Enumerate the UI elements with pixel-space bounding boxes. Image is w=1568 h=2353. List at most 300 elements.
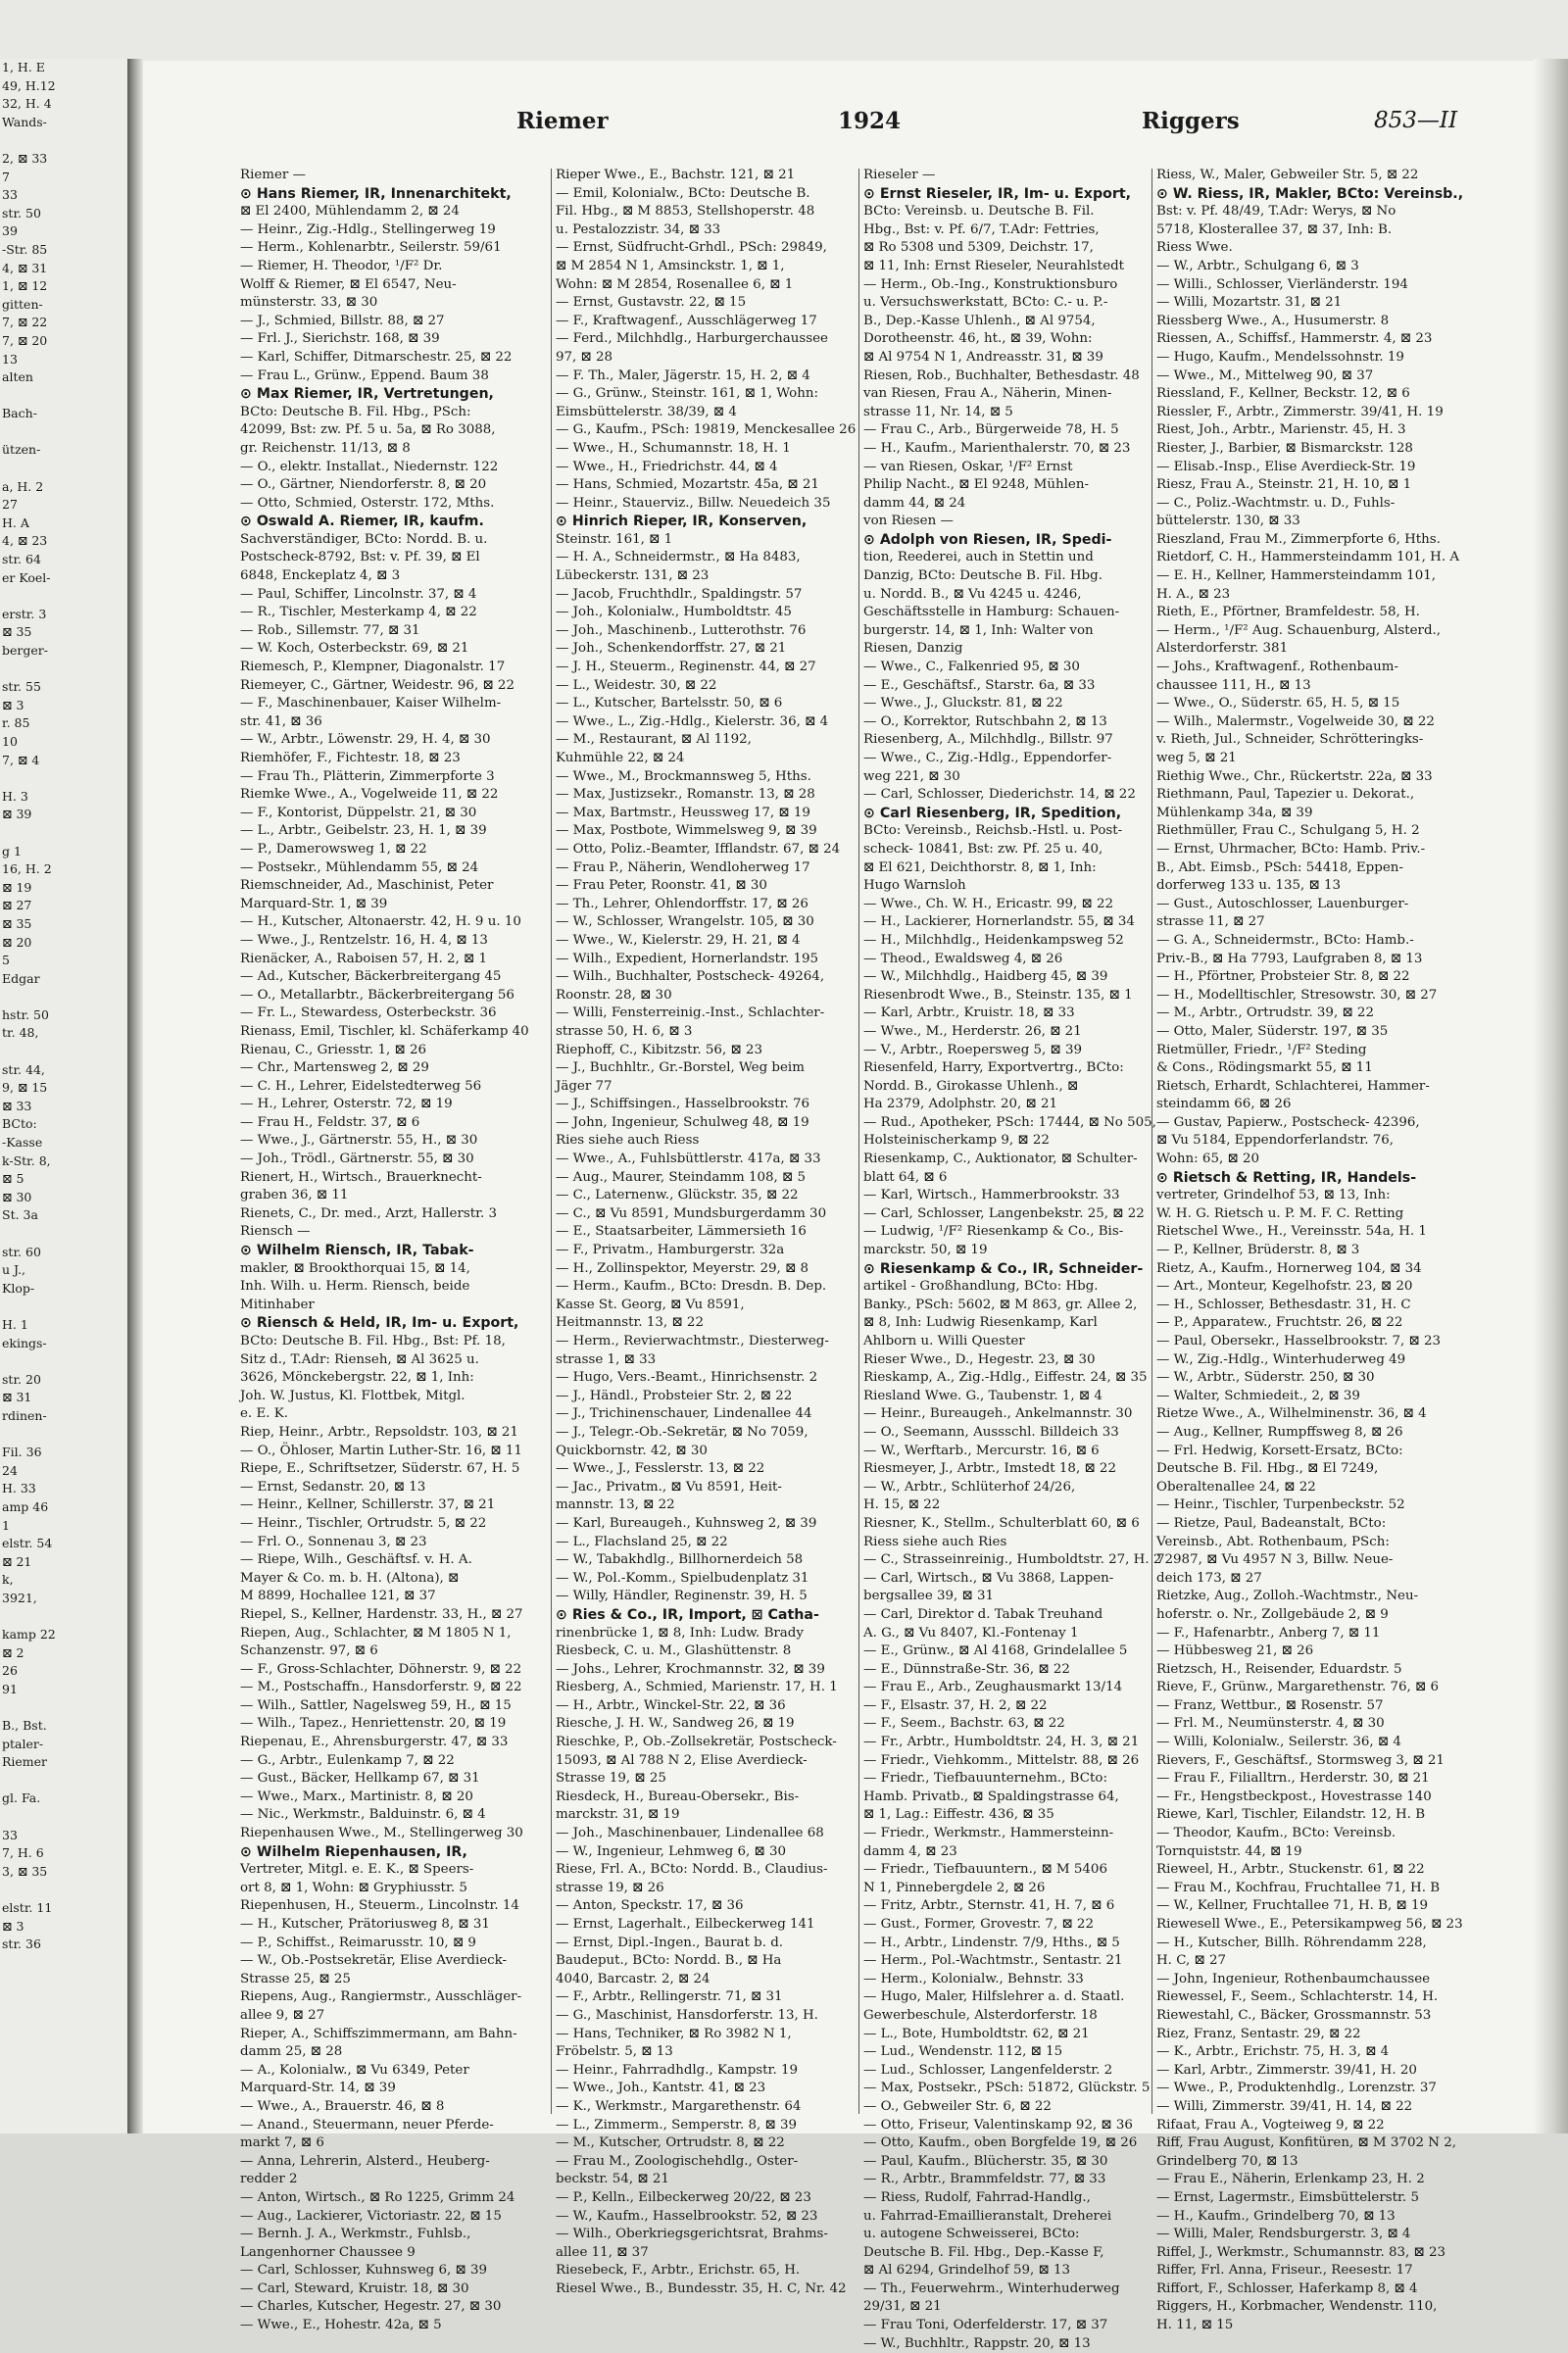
directory-entry-line: — Herm., Kolonialw., Behnstr. 33 [863,1971,1084,1986]
directory-entry-line: Riemschneider, Ad., Maschinist, Peter [240,878,494,894]
strip-line [0,423,127,442]
directory-entry-line: — Wilh., Oberkriegsgerichtsrat, Brahms- [556,2227,828,2242]
directory-entry-line: Rietzsch, H., Reisender, Eduardstr. 5 [1156,1661,1402,1677]
directory-entry-line: Riep, Heinr., Arbtr., Repsoldstr. 103, ⊠ 21 [240,1424,518,1440]
directory-entry-line: van Riesen, Frau A., Näherin, Minen- [863,386,1112,402]
strip-line: rdinen- [2,1407,47,1423]
directory-entry-line: — H., Kutscher, Altonaerstr. 42, H. 9 u. 10 [240,914,521,930]
directory-entry-line: 5718, Klosterallee 37, ⊠ 37, Inh: B. [1156,221,1393,237]
column-3 [863,167,1172,2351]
directory-entry-line: — J., Trichinenschauer, Lindenallee 44 [556,1406,812,1422]
directory-entry-line: Bst: v. Pf. 48/49, T.Adr: Werys, ⊠ No [1156,204,1396,220]
strip-line [0,1043,127,1061]
page-edge-shadow [1534,59,1568,2133]
directory-entry-line: Holsteinischerkamp 9, ⊠ 22 [863,1133,1050,1149]
directory-entry-line: — Hugo, Vers.-Beamt., Hinrichsenstr. 2 [556,1370,818,1386]
directory-entry-line: Steinstr. 161, ⊠ 1 [556,531,673,547]
directory-entry-line: — L., Arbtr., Geibelstr. 23, H. 1, ⊠ 39 [240,823,487,839]
directory-entry-line: Philip Nacht., ⊠ El 9248, Mühlen- [863,477,1089,493]
directory-entry-line: B., Abt. Eimsb., PSch: 54418, Eppen- [1156,859,1403,875]
directory-entry-line: — G., Kaufm., PSch: 19819, Menckesallee 26 [556,422,857,438]
directory-entry-line: — Heinr., Fahrradhdlg., Kampstr. 19 [556,2062,799,2078]
strip-line: gitten- [2,296,43,312]
directory-entry-line: — E. H., Kellner, Hammersteindamm 101, [1156,568,1436,584]
directory-entry-line: ⊙ Wilhelm Riensch, IR, Tabak- [240,1243,474,1259]
directory-entry-line: Riensch — [240,1224,311,1240]
directory-entry-line: Riess, W., Maler, Gebweiler Str. 5, ⊠ 22 [1156,168,1419,182]
directory-entry-line: Marquard-Str. 14, ⊠ 39 [240,2081,396,2096]
directory-entry-line: Hamb. Privatb., ⊠ Spaldingstrasse 64, [863,1789,1119,1804]
directory-entry-line: Riepenhausen Wwe., M., Stellingerweg 30 [240,1826,523,1841]
directory-entry-line: Riesner, K., Stellm., Schulterblatt 60, ⊠ 6 [863,1515,1140,1531]
directory-entry-line: — Johs., Lehrer, Krochmannstr. 32, ⊠ 39 [556,1661,825,1677]
directory-entry-line: Riessler, F., Arbtr., Zimmerstr. 39/41, H. 19 [1156,404,1444,419]
directory-entry-line: — Karl, Schiffer, Ditmarschestr. 25, ⊠ 22 [240,349,513,365]
directory-entry-line: Riephoff, C., Kibitzstr. 56, ⊠ 23 [556,1042,762,1057]
strip-line: 24 [2,1462,18,1478]
directory-entry-line: u. autogene Schweisserei, BCto: [863,2227,1080,2242]
directory-entry-line: — van Riesen, Oskar, ¹/F² Ernst [863,459,1073,474]
directory-entry-line: Riessland, F., Kellner, Beckstr. 12, ⊠ 6 [1156,386,1410,402]
directory-entry-line: — Ludwig, ¹/F² Riesenkamp & Co., Bis- [863,1224,1124,1240]
directory-entry-line: — Theod., Ewaldsweg 4, ⊠ 26 [863,951,1063,966]
directory-entry-line: Nordd. B., Girokasse Uhlenh., ⊠ [863,1078,1079,1094]
directory-entry-line: — F., Hafenarbtr., Anberg 7, ⊠ 11 [1156,1625,1381,1641]
directory-entry-line: — J., Telegr.-Ob.-Sekretär, ⊠ No 7059, [556,1424,808,1440]
directory-entry-line: Rietze Wwe., A., Wilhelminenstr. 36, ⊠ 4 [1156,1406,1427,1422]
directory-entry-line: — Frl. O., Sonnenau 3, ⊠ 23 [240,1534,427,1549]
directory-entry-line: — H., Milchhdlg., Heidenkampsweg 52 [863,932,1124,948]
directory-entry-line: 97, ⊠ 28 [556,349,613,365]
directory-entry-line: — Fr. L., Stewardess, Osterbeckstr. 36 [240,1005,497,1021]
directory-entry-line: — Wwe., E., Hohestr. 42a, ⊠ 5 [240,2318,442,2333]
directory-entry-line: — Wilh., Sattler, Nagelsweg 59, H., ⊠ 15 [240,1697,512,1713]
directory-entry-line: marckstr. 31, ⊠ 19 [556,1807,680,1823]
directory-entry-line: — K., Arbtr., Erichstr. 75, H. 3, ⊠ 4 [1156,2044,1390,2060]
directory-entry-line: — Frau Peter, Roonstr. 41, ⊠ 30 [556,878,767,894]
directory-entry-line: — Wwe., J., Gärtnerstr. 55, H., ⊠ 30 [240,1133,478,1149]
strip-line: 3921, [2,1590,37,1605]
directory-entry-line: — Emil, Kolonialw., BCto: Deutsche B. [556,185,810,201]
strip-line: 10 [2,733,18,749]
directory-entry-line: BCto: Deutsche B. Fil. Hbg., Bst: Pf. 18, [240,1334,506,1348]
strip-line: Wands- [2,114,47,129]
strip-line: ptaler- [2,1736,44,1751]
strip-line: str. 44, [2,1061,45,1077]
directory-entry-line: — O., elektr. Installat., Niedernstr. 122 [240,459,499,474]
directory-entry-line: Riepenhusen, H., Steuerm., Lincolnstr. 14 [240,1898,519,1914]
strip-line: ⊠ 19 [2,879,32,895]
directory-entry-line: — M., Restaurant, ⊠ Al 1192, [556,732,752,748]
directory-entry-line: — P., Apparatew., Fruchtstr. 26, ⊠ 22 [1156,1315,1403,1331]
directory-entry-line: Danzig, BCto: Deutsche B. Fil. Hbg. [863,568,1102,584]
directory-entry-line: Riethig Wwe., Chr., Rückertstr. 22a, ⊠ 33 [1156,768,1433,784]
directory-entry-line: — Jac., Privatm., ⊠ Vu 8591, Heit- [556,1479,782,1495]
strip-line: ützen- [2,442,41,458]
directory-entry-line: Ries siehe auch Riess [556,1133,700,1149]
directory-entry-line: Rietschel Wwe., H., Vereinsstr. 54a, H. 1 [1156,1224,1427,1240]
directory-entry-line: H. A., ⊠ 23 [1156,586,1231,602]
strip-line: 3, ⊠ 35 [2,1863,48,1879]
directory-entry-line: strasse 1, ⊠ 33 [556,1351,657,1367]
directory-entry-line: — H., Kutscher, Billh. Röhrendamm 228, [1156,1935,1427,1950]
directory-entry-line: — W., Pol.-Komm., Spielbudenplatz 31 [556,1570,809,1586]
directory-entry-line: — Fritz, Arbtr., Sternstr. 41, H. 7, ⊠ 6 [863,1898,1115,1914]
strip-line: str. 64 [2,552,41,567]
directory-entry-line: — H., Zollinspektor, Meyerstr. 29, ⊠ 8 [556,1260,809,1276]
strip-line [0,661,127,679]
directory-entry-line: — Herm., Ob.-Ing., Konstruktionsburo [863,276,1118,292]
directory-entry-line: — O., Gärtner, Niendorferstr. 8, ⊠ 20 [240,477,487,493]
directory-entry-line: — W., Arbtr., Süderstr. 250, ⊠ 30 [1156,1370,1375,1386]
directory-entry-line: Mitinhaber [240,1297,315,1312]
column-1 [240,167,549,2333]
directory-entry-line: — C., Poliz.-Wachtmstr. u. D., Fuhls- [1156,495,1396,511]
directory-entry-line: — M., Arbtr., Ortrudstr. 39, ⊠ 22 [1156,1005,1374,1021]
directory-entry-line: — E., Dünnstraße-Str. 36, ⊠ 22 [863,1661,1070,1677]
directory-entry-line: str. 41, ⊠ 36 [240,713,322,729]
directory-entry-line: ⊙ Oswald A. Riemer, IR, kaufm. [240,514,484,530]
directory-entry-line: chaussee 111, H., ⊠ 13 [1156,677,1311,693]
directory-entry-line: — John, Ingenieur, Rothenbaumchaussee [1156,1971,1431,1986]
directory-entry-line: — Anton, Wirtsch., ⊠ Ro 1225, Grimm 24 [240,2189,515,2205]
strip-line: k, [2,1572,14,1588]
directory-entry-line: blatt 64, ⊠ 6 [863,1169,948,1185]
directory-entry-line: — Frau M., Zoologischehdlg., Oster- [556,2153,799,2169]
strip-line: kamp 22 [2,1627,56,1642]
directory-entry-line: ⊙ Hans Riemer, IR, Innenarchitekt, [240,185,512,202]
directory-entry-line: — W., Buchhltr., Rappstr. 20, ⊠ 13 [863,2335,1091,2351]
directory-entry-line: ⊙ Ries & Co., IR, Import, ⊠ Catha- [556,1606,819,1623]
directory-entry-line: 6848, Enckeplatz 4, ⊠ 3 [240,568,401,584]
directory-entry-line: — Wilh., Tapez., Henriettenstr. 20, ⊠ 19 [240,1716,507,1732]
directory-entry-line: ⊙ W. Riess, IR, Makler, BCto: Vereinsb., [1156,185,1464,202]
strip-line: gl. Fa. [2,1790,41,1806]
directory-entry-line: — Frau F., Filialltrn., Herderstr. 30, ⊠ 21 [1156,1771,1430,1787]
directory-entry-line: ⊠ Al 9754 N 1, Andreasstr. 31, ⊠ 39 [863,349,1103,365]
directory-entry-line: markt 7, ⊠ 6 [240,2135,324,2151]
directory-entry-line: — F. Th., Maler, Jägerstr. 15, H. 2, ⊠ 4 [556,368,810,383]
column-rule [551,169,552,2114]
directory-entry-line: — Wwe., J., Fesslerstr. 13, ⊠ 22 [556,1461,765,1477]
directory-entry-line: — Wwe., W., Kielerstr. 29, H. 21, ⊠ 4 [556,932,801,948]
strip-line: ⊠ 35 [2,915,32,931]
strip-line: er Koel- [2,569,51,585]
directory-entry-line: — V., Arbtr., Roepersweg 5, ⊠ 39 [863,1042,1083,1057]
directory-entry-line: Vereinsb., Abt. Rothenbaum, PSch: [1156,1534,1390,1549]
directory-entry-line: — Max, Bartmstr., Heussweg 17, ⊠ 19 [556,805,810,820]
previous-page-strip [0,59,127,2133]
directory-entry-line: — Walter, Schmiedeit., 2, ⊠ 39 [1156,1388,1360,1403]
directory-entry-line: — Riemer, H. Theodor, ¹/F² Dr. [240,258,443,273]
strip-line [0,1808,127,1827]
strip-line: H. A [2,515,29,530]
directory-entry-line: Riese, Frl. A., BCto: Nordd. B., Claudius- [556,1862,828,1878]
strip-line: ⊠ 27 [2,898,32,913]
directory-entry-line: Vertreter, Mitgl. e. E. K., ⊠ Speers- [240,1862,474,1878]
directory-entry-line: strasse 11, Nr. 14, ⊠ 5 [863,404,1013,419]
directory-entry-line: — Gust., Former, Grovestr. 7, ⊠ 22 [863,1917,1094,1932]
directory-entry-line: graben 36, ⊠ 11 [240,1188,349,1203]
directory-entry-line: — Fr., Arbtr., Humboldtstr. 24, H. 3, ⊠ 21 [863,1735,1140,1750]
directory-entry-line: Riewestahl, C., Bäcker, Grossmannstr. 53 [1156,2007,1432,2023]
directory-entry-line: — Heinr., Bureaugeh., Ankelmannstr. 30 [863,1406,1133,1422]
directory-entry-line: — Heinr., Kellner, Schillerstr. 37, ⊠ 21 [240,1497,496,1513]
directory-entry-line: — P., Kellner, Brüderstr. 8, ⊠ 3 [1156,1243,1360,1258]
directory-entry-line: Riessen, A., Schiffsf., Hammerstr. 4, ⊠ 23 [1156,331,1433,347]
directory-entry-line: — L., Weidestr. 30, ⊠ 22 [556,677,717,693]
directory-entry-line: ⊙ Ernst Rieseler, IR, Im- u. Export, [863,185,1132,202]
directory-entry-line: — Wwe., A., Brauerstr. 46, ⊠ 8 [240,2098,445,2114]
directory-entry-line: — Johs., Kraftwagenf., Rothenbaum- [1156,660,1398,675]
directory-entry-line: Hbg., Bst: v. Pf. 6/7, T.Adr: Fettries, [863,221,1100,237]
directory-entry-line: — Wwe., H., Friedrichstr. 44, ⊠ 4 [556,459,778,474]
directory-entry-line: — Wwe., M., Mittelweg 90, ⊠ 37 [1156,368,1374,383]
directory-entry-line: — Lud., Schlosser, Langenfelderstr. 2 [863,2062,1113,2078]
directory-entry-line: — Franz, Wettbur., ⊠ Rosenstr. 57 [1156,1697,1384,1713]
directory-entry-line: ⊙ Riensch & Held, IR, Im- u. Export, [240,1315,519,1332]
directory-entry-line: — Otto, Poliz.-Beamter, Ifflandstr. 67, ⊠ 24 [556,841,841,857]
directory-entry-line: Riethmüller, Frau C., Schulgang 5, H. 2 [1156,823,1420,839]
strip-line: str. 36 [2,1936,41,1952]
directory-entry-line: — H., Schlosser, Bethesdastr. 31, H. C [1156,1297,1411,1312]
strip-line [0,1426,127,1445]
strip-line: BCto: [2,1116,37,1132]
strip-line: ⊠ 3 [2,1918,24,1934]
directory-entry-line: — Hugo, Kaufm., Mendelssohnstr. 19 [1156,349,1404,365]
strip-line: 49, H.12 [2,77,56,93]
directory-entry-line: — Wwe., L., Zig.-Hdlg., Kielerstr. 36, ⊠ 4 [556,713,829,729]
directory-entry-line: — L., Kutscher, Bartelsstr. 50, ⊠ 6 [556,696,783,711]
directory-entry-line: Marquard-Str. 1, ⊠ 39 [240,896,388,911]
directory-entry-line: — Karl, Arbtr., Kruistr. 18, ⊠ 33 [863,1005,1075,1021]
directory-entry-line: 42099, Bst: zw. Pf. 5 u. 5a, ⊠ Ro 3088, [240,422,496,438]
directory-entry-line: ⊙ Carl Riesenberg, IR, Spedition, [863,805,1122,821]
directory-entry-line: — J., Buchhltr., Gr.-Borstel, Weg beim [556,1060,805,1076]
directory-entry-line: Riffel, J., Werkmstr., Schumannstr. 83, ⊠ 23 [1156,2244,1446,2260]
strip-line: H. 33 [2,1481,36,1496]
directory-entry-line: deich 173, ⊠ 27 [1156,1570,1262,1586]
directory-entry-line: — Joh., Maschinenb., Lutterothstr. 76 [556,622,807,638]
directory-entry-line: — G., Arbtr., Eulenkamp 7, ⊠ 22 [240,1752,455,1768]
strip-line: 7, ⊠ 20 [2,332,48,348]
directory-entry-line: steindamm 66, ⊠ 26 [1156,1097,1292,1112]
directory-entry-line: — Anna, Lehrerin, Alsterd., Heuberg- [240,2153,490,2169]
directory-entry-line: strasse 19, ⊠ 26 [556,1880,664,1895]
strip-line: ⊠ 21 [2,1553,32,1569]
directory-entry-line: Rieschke, P., Ob.-Zollsekretär, Postscheck- [556,1735,837,1750]
strip-line: 5 [2,953,10,968]
directory-entry-line: — H., Kaufm., Grindelberg 70, ⊠ 13 [1156,2208,1396,2224]
directory-entry-line: Riepe, E., Schriftsetzer, Süderstr. 67, H. 5 [240,1461,520,1477]
directory-entry-line: — L., Flachsland 25, ⊠ 22 [556,1534,728,1549]
directory-entry-line: Priv.-B., ⊠ Ha 7793, Laufgraben 8, ⊠ 13 [1156,951,1423,966]
directory-entry-line: Riepen, Aug., Schlachter, ⊠ M 1805 N 1, [240,1625,512,1641]
directory-entry-line: Hugo Warnsloh [863,878,966,894]
directory-entry-line: — Chr., Martensweg 2, ⊠ 29 [240,1060,429,1076]
directory-entry-line: W. H. G. Rietsch u. P. M. F. C. Retting [1156,1205,1404,1221]
strip-line: ⊠ 30 [2,1189,32,1204]
directory-entry-line: — Ernst, Gustavstr. 22, ⊠ 15 [556,295,747,311]
directory-entry-line: — Wilh., Expedient, Hornerlandstr. 195 [556,951,819,966]
directory-entry-line: — Otto, Maler, Süderstr. 197, ⊠ 35 [1156,1023,1389,1039]
directory-entry-line: — Carl, Steward, Kruistr. 18, ⊠ 30 [240,2280,469,2296]
directory-entry-line: Rietzke, Aug., Zolloh.-Wachtmstr., Neu- [1156,1589,1419,1604]
directory-entry-line: — Karl, Arbtr., Zimmerstr. 39/41, H. 20 [1156,2062,1417,2078]
directory-entry-line: 29/31, ⊠ 21 [863,2299,942,2315]
strip-line [0,1881,127,1899]
directory-entry-line: — J., Schiffsingen., Hasselbrookstr. 76 [556,1097,810,1112]
directory-entry-line: — W., Ob.-Postsekretär, Elise Averdieck- [240,1953,508,1969]
strip-line: 26 [2,1663,18,1679]
column-4 [1156,167,1465,2333]
directory-entry-line: Riester, J., Barbier, ⊠ Bismarckstr. 128 [1156,440,1413,456]
directory-entry-line: & Cons., Rödingsmarkt 55, ⊠ 11 [1156,1060,1373,1076]
directory-entry-line: Kuhmühle 22, ⊠ 24 [556,751,685,765]
directory-entry-line: Wohn: ⊠ M 2854, Rosenallee 6, ⊠ 1 [556,276,794,292]
strip-line: 7, ⊠ 4 [2,752,40,767]
directory-entry-line: — F., Privatm., Hamburgerstr. 32a [556,1243,785,1258]
directory-entry-line: — Th., Lehrer, Ohlendorffstr. 17, ⊠ 26 [556,896,808,911]
directory-entry-line: — Art., Monteur, Kegelhofstr. 23, ⊠ 20 [1156,1279,1413,1295]
directory-entry-line: — Wilh., Malermstr., Vogelweide 30, ⊠ 22 [1156,713,1435,729]
strip-line: 1, H. E [2,60,45,74]
directory-entry-line: — Joh., Schenkendorffstr. 27, ⊠ 21 [556,641,787,657]
strip-line [0,587,127,606]
directory-entry-line: — F., Kontorist, Düppelstr. 21, ⊠ 30 [240,805,477,820]
directory-entry-line: — Frl. M., Neumünsterstr. 4, ⊠ 30 [1156,1716,1385,1732]
directory-entry-line: B., Dep.-Kasse Uhlenh., ⊠ Al 9754, [863,313,1096,328]
strip-line: str. 50 [2,205,41,221]
strip-line: 32, H. 4 [2,96,52,112]
directory-entry-line: ⊙ Hinrich Rieper, IR, Konserven, [556,514,808,530]
directory-entry-line: Rietz, A., Kaufm., Hornerweg 104, ⊠ 34 [1156,1260,1422,1276]
strip-line: 39 [2,223,18,239]
strip-line: a, H. 2 [2,478,44,494]
directory-entry-line: — Joh., Trödl., Gärtnerstr. 55, ⊠ 30 [240,1152,474,1167]
directory-entry-line: — Herm., ¹/F² Aug. Schauenburg, Alsterd., [1156,622,1442,638]
directory-entry-line: 72987, ⊠ Vu 4957 N 3, Billw. Neue- [1156,1552,1394,1568]
strip-line: -Str. 85 [2,241,48,257]
strip-line: Klop- [2,1280,35,1296]
strip-line: H. 1 [2,1316,28,1332]
directory-entry-line: ⊠ 11, Inh: Ernst Rieseler, Neurahlstedt [863,258,1125,273]
directory-entry-line: — Carl, Schlosser, Langenbekstr. 25, ⊠ 22 [863,1205,1145,1221]
directory-entry-line: — Frl. Hedwig, Korsett-Ersatz, BCto: [1156,1443,1403,1458]
directory-entry-line: — Friedr., Viehkomm., Mittelstr. 88, ⊠ 26 [863,1752,1140,1768]
directory-entry-line: — Karl, Wirtsch., Hammerbrookstr. 33 [863,1188,1120,1203]
directory-entry-line: BCto: Deutsche B. Fil. Hbg., PSch: [240,404,471,419]
directory-entry-line: — Max, Postsekr., PSch: 51872, Glückstr. 5 [863,2081,1151,2096]
directory-entry-line: Rienass, Emil, Tischler, kl. Schäferkamp 40 [240,1023,529,1039]
directory-entry-line: — W., Werftarb., Mercurstr. 16, ⊠ 6 [863,1443,1100,1458]
directory-entry-line: — Karl, Bureaugeh., Kuhnsweg 2, ⊠ 39 [556,1515,817,1531]
strip-line [0,1225,127,1244]
directory-entry-line: — Wwe., J., Gluckstr. 81, ⊠ 22 [863,696,1063,711]
directory-entry-line: ⊙ Adolph von Riesen, IR, Spedi- [863,531,1112,548]
directory-entry-line: u. Pestalozzistr. 34, ⊠ 33 [556,221,721,237]
directory-entry-line: — F., Seem., Bachstr. 63, ⊠ 22 [863,1716,1065,1732]
directory-entry-line: ⊙ Max Riemer, IR, Vertretungen, [240,386,494,403]
directory-entry-line: Rienets, C., Dr. med., Arzt, Hallerstr. 3 [240,1205,498,1221]
directory-entry-line: — O., Gebweiler Str. 6, ⊠ 22 [863,2098,1052,2114]
strip-line: Edgar [2,970,40,986]
directory-entry-line: damm 44, ⊠ 24 [863,495,966,511]
directory-entry-line: — Joh., Kolonialw., Humboldtstr. 45 [556,605,792,620]
directory-entry-line: 3626, Mönckebergstr. 22, ⊠ 1, Inh: [240,1370,474,1386]
strip-line: amp 46 [2,1498,49,1514]
directory-entry-line: H. C, ⊠ 27 [1156,1953,1226,1969]
strip-line: 2, ⊠ 33 [2,150,48,166]
directory-entry-line: e. E. K. [240,1406,288,1422]
header-last-entry: Riggers [1142,108,1240,134]
directory-entry-line: Riesen, Danzig [863,641,963,657]
directory-entry-line: — Willi, Zimmerstr. 39/41, H. 14, ⊠ 22 [1156,2098,1413,2114]
strip-line: ⊠ 31 [2,1390,32,1405]
directory-entry-line: — Aug., Maurer, Steindamm 108, ⊠ 5 [556,1169,807,1185]
directory-entry-line: — Heinr., Tischler, Ortrudstr. 5, ⊠ 22 [240,1515,487,1531]
directory-entry-line: — Heinr., Stauerviz., Billw. Neuedeich 35 [556,495,831,511]
directory-entry-line: Langenhorner Chaussee 9 [240,2244,416,2260]
directory-entry-line: ⊠ El 2400, Mühlendamm 2, ⊠ 24 [240,204,460,220]
directory-entry-line: Fröbelstr. 5, ⊠ 13 [556,2044,673,2060]
strip-line: 13 [2,351,18,367]
directory-entry-line: Rieper, A., Schiffszimmermann, am Bahn- [240,2026,517,2041]
directory-entry-line: Dorotheenstr. 46, ht., ⊠ 39, Wohn: [863,331,1093,347]
directory-entry-line: — Wwe., J., Rentzelstr. 16, H. 4, ⊠ 13 [240,932,488,948]
directory-entry-line: — Frau P., Näherin, Wendloherweg 17 [556,859,810,875]
directory-entry-line: Riesz, Frau A., Steinstr. 21, H. 10, ⊠ 1 [1156,477,1412,493]
strip-line: str. 55 [2,679,41,695]
directory-entry-line: — Wilh., Buchhalter, Postscheck- 49264, [556,969,825,985]
directory-entry-line: allee 9, ⊠ 27 [240,2007,325,2023]
directory-entry-line: — E., Geschäftsf., Starstr. 6a, ⊠ 33 [863,677,1096,693]
directory-entry-line: — W., Zig.-Hdlg., Winterhuderweg 49 [1156,1351,1406,1367]
strip-line: u J., [2,1262,26,1278]
directory-entry-line: Rieth, E., Pförtner, Bramfeldestr. 58, H. [1156,605,1420,620]
strip-line [0,131,127,150]
directory-entry-line: — Willi., Schlosser, Vierländerstr. 194 [1156,276,1408,292]
strip-line [0,387,127,406]
directory-entry-line: M 8899, Hochallee 121, ⊠ 37 [240,1589,436,1604]
directory-entry-line: Mühlenkamp 34a, ⊠ 39 [1156,805,1313,820]
directory-entry-line: Rienert, H., Wirtsch., Brauerknecht- [240,1169,482,1185]
directory-entry-line: H. 15, ⊠ 22 [863,1497,941,1513]
strip-line: str. 60 [2,1244,41,1259]
directory-entry-line: N 1, Pinnebergdele 2, ⊠ 26 [863,1880,1046,1895]
strip-line [0,1352,127,1371]
directory-entry-line: — Wwe., A., Fuhlsbüttlerstr. 417a, ⊠ 33 [556,1152,821,1167]
strip-line: elstr. 11 [2,1899,53,1915]
directory-entry-line: u. Nordd. B., ⊠ Vu 4245 u. 4246, [863,586,1082,602]
directory-entry-line: — Hugo, Maler, Hilfslehrer a. d. Staatl. [863,1989,1125,2005]
directory-entry-line: hoferstr. o. Nr., Zollgebäude 2, ⊠ 9 [1156,1606,1389,1622]
directory-entry-line: — E., Grünw., ⊠ Al 4168, Grindelallee 5 [863,1643,1128,1659]
directory-entry-line: Rieweel, H., Arbtr., Stuckenstr. 61, ⊠ 22 [1156,1862,1425,1878]
directory-entry-line: — Hans, Schmied, Mozartstr. 45a, ⊠ 21 [556,477,819,493]
directory-entry-line: artikel - Großhandlung, BCto: Hbg. [863,1279,1099,1295]
strip-line: B., Bst. [2,1718,47,1734]
directory-entry-line: — Anand., Steuermann, neuer Pferde- [240,2117,494,2132]
directory-entry-line: — P., Schiffst., Reimarusstr. 10, ⊠ 9 [240,1935,476,1950]
directory-entry-line: — Bernh. J. A., Werkmstr., Fuhlsb., [240,2227,471,2242]
directory-entry-line: — Wwe., Ch. W. H., Ericastr. 99, ⊠ 22 [863,896,1114,911]
directory-entry-line: — M., Kutscher, Ortrudstr. 8, ⊠ 22 [556,2135,785,2151]
directory-entry-line: — Ernst, Südfrucht-Grhdl., PSch: 29849, [556,240,827,256]
directory-entry-line: Quickbornstr. 42, ⊠ 30 [556,1443,708,1458]
directory-entry-line: — C., Strasseinreinig., Humboldtstr. 27, H. 2 [863,1552,1162,1568]
directory-entry-line: Mayer & Co. m. b. H. (Altona), ⊠ [240,1570,460,1586]
